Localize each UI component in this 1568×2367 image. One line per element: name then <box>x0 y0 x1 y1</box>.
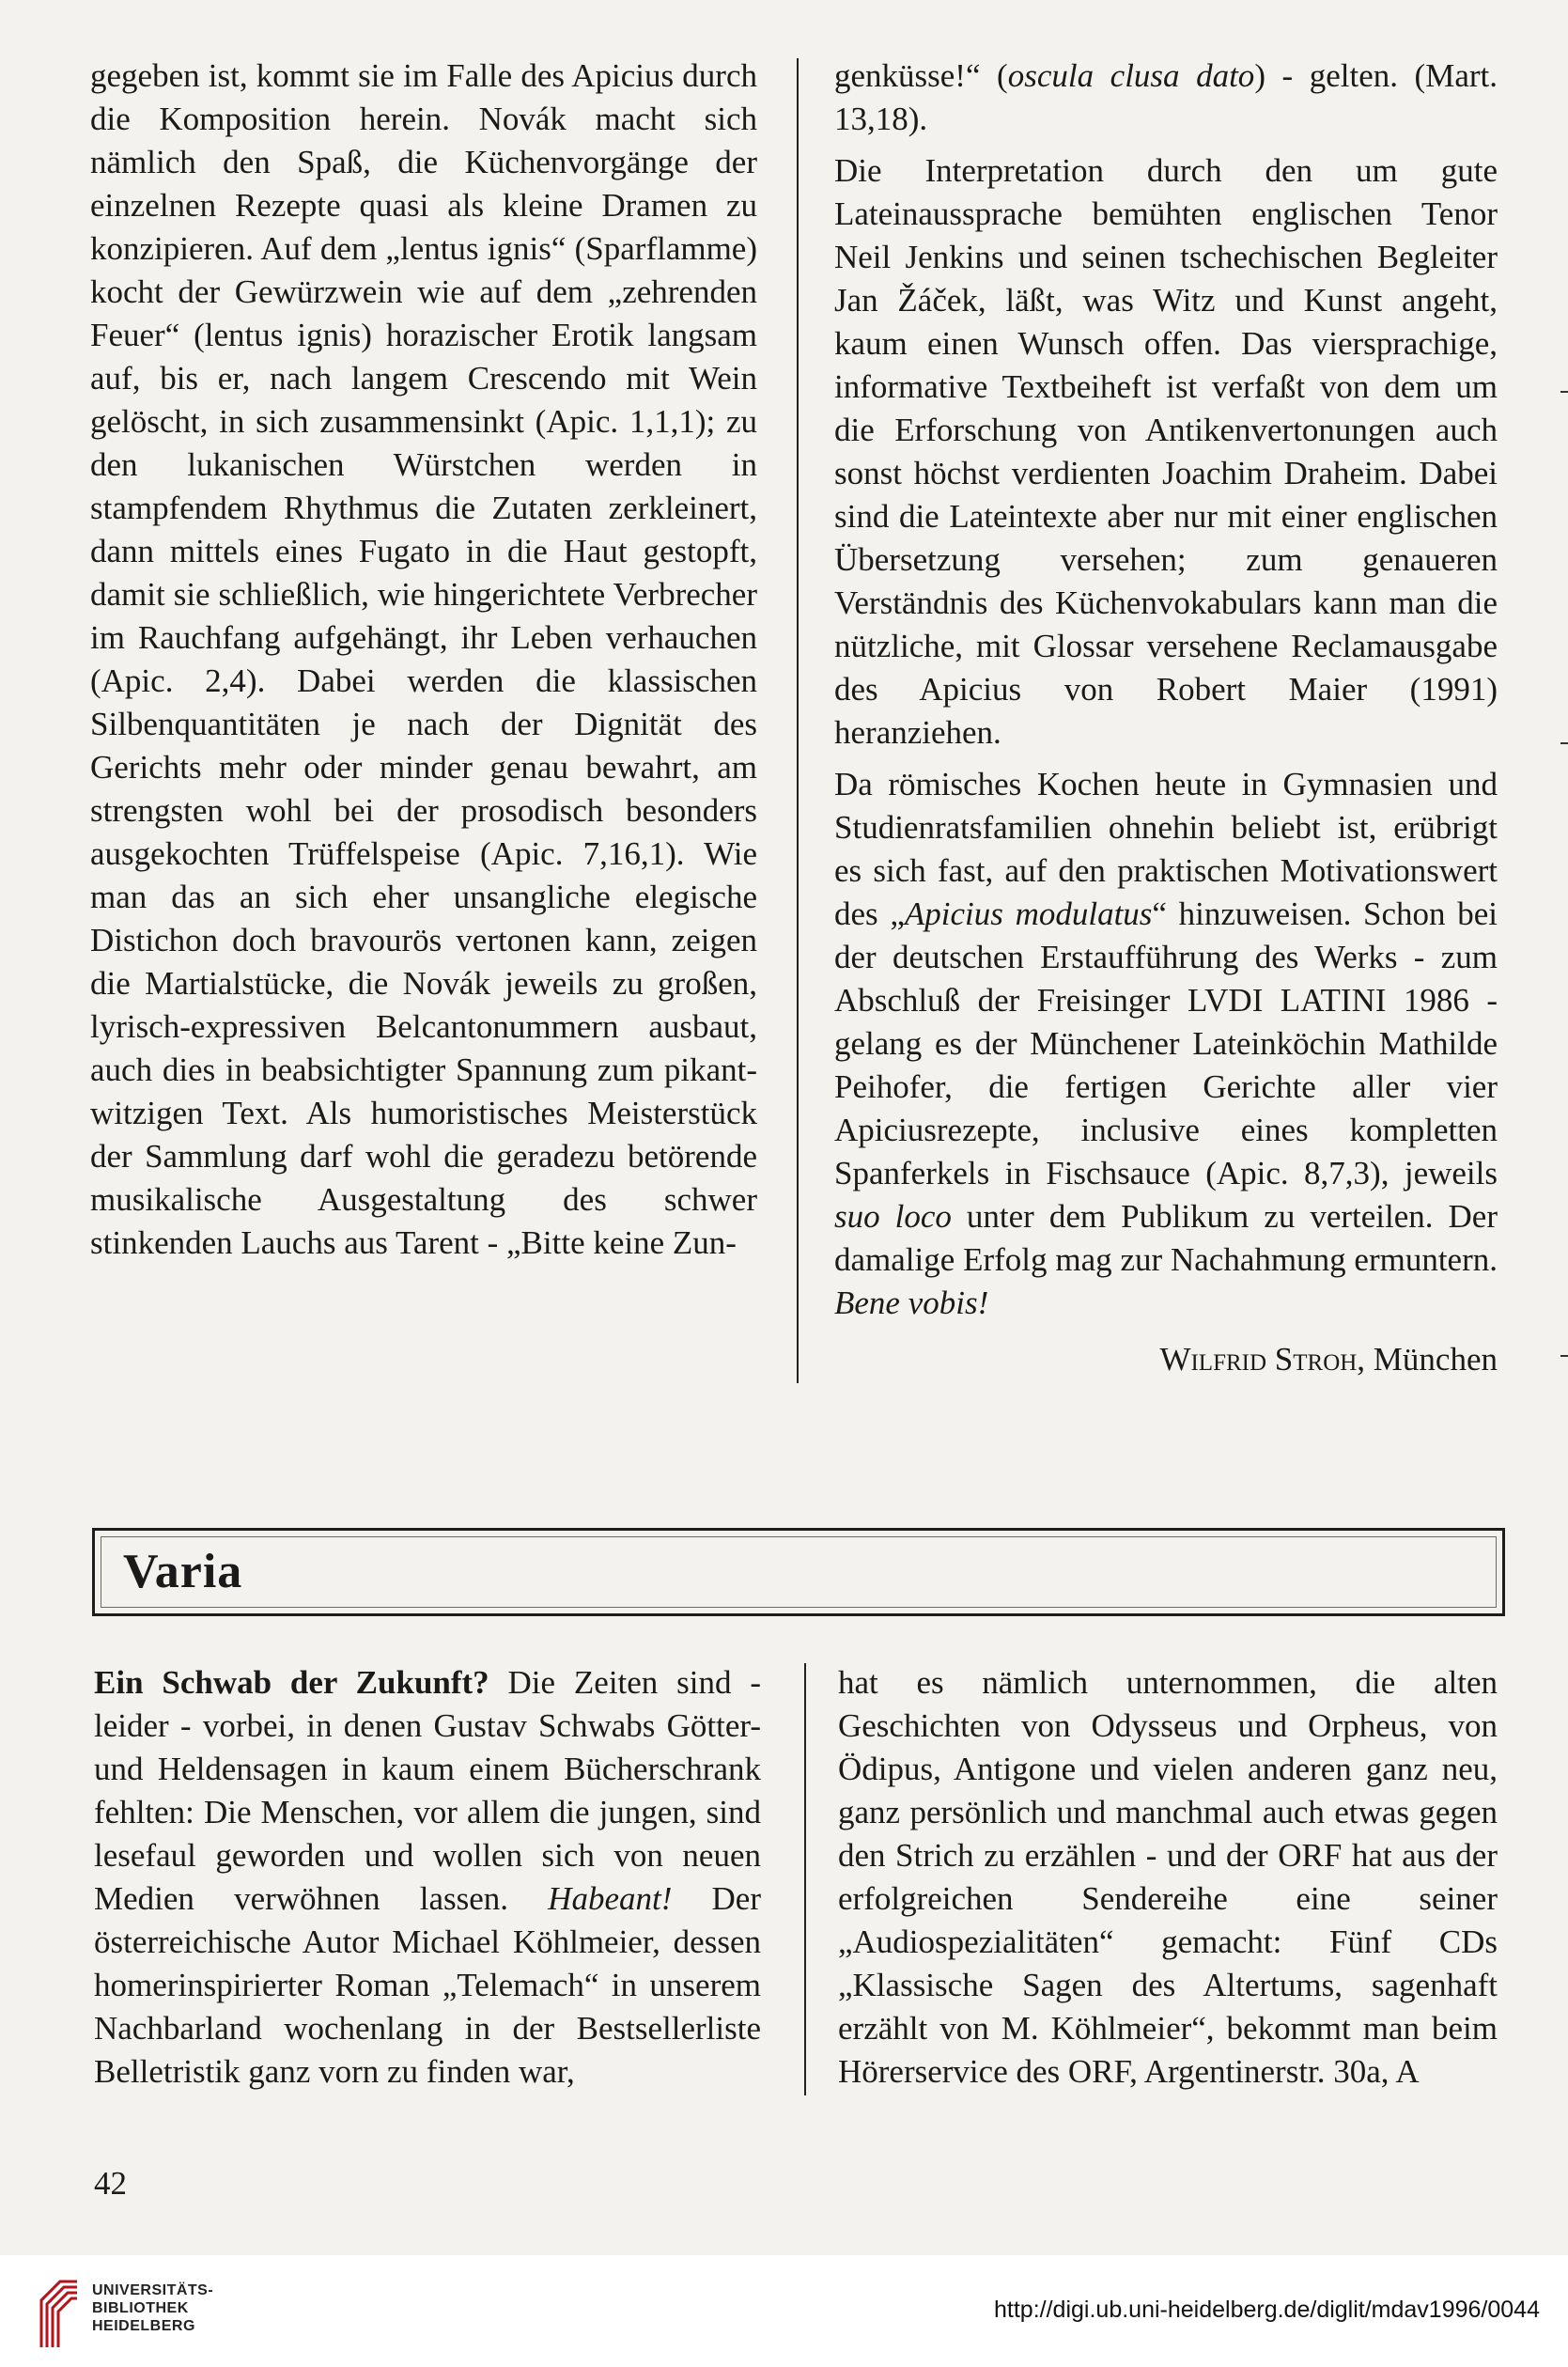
column-divider <box>797 58 799 1383</box>
library-name: UNIVERSITÄTS- BIBLIOTHEK HEIDELBERG <box>92 2282 214 2334</box>
page-number: 42 <box>94 2165 127 2202</box>
article-lead: Ein Schwab der Zukunft? <box>94 1664 489 1701</box>
bottom-left-column <box>94 1661 761 2094</box>
section-heading: Varia <box>123 1545 243 1598</box>
bottom-right-column <box>838 1661 1498 2094</box>
top-left-column <box>90 55 757 1265</box>
paragraph: gegeben ist, kommt sie im Falle des Apicius durch die Komposition herein. Novák macht sich nämlich den Spaß, die Küchenvorgänge der einzelnen Rezepte quasi als kleine Dramen zu konzipieren. Auf dem „lentus ignis“ (Sparflamme) kocht der Gewürzwein wie auf dem „zehrenden Feuer“ (lentus ignis) horazischer Erotik langsam auf, bis er, nach langem Crescendo mit Wein gelöscht, in sich zusammensinkt (Apic. 1,1,1); zu den lukanischen Würstchen werden in stampfendem Rhythmus die Zutaten zerkleinert, dann mittels eines Fugato in die Haut gestopft, damit sie schließlich, wie hingerichtete Verbrecher im Rauchfang aufgehängt, ihr Leben verhauchen (Apic. 2,4). Dabei werden die klassischen Silbenquantitäten je nach der Dignität des Gerichts mehr oder minder genau bewahrt, am strengsten wohl bei der prosodisch besonders ausgekochten Trüffelspeise (Apic. 7,16,1). Wie man das an sich eher unsangliche elegische Distichon doch bravourös vertonen kann, zeigen die Martialstücke, die Novák jeweils zu großen, lyrisch-expressiven Belcantonummern ausbaut, auch dies in beabsichtigter Spannung zum pikant-witzigen Text. Als humoristisches Meisterstück der Sammlung darf wohl die geradezu betörende musikalische Ausgestaltung des schwer stinkenden Lauchs aus Tarent - „Bitte keine Zun- <box>90 57 757 1261</box>
paragraph: Da römisches Kochen heute in Gymnasien und Studienratsfamilien ohnehin beliebt ist, erübrigt es sich fast, auf den praktischen Motivationswert des „Apicius modulatus“ hinzuweisen. Schon bei der deutschen Erstaufführung des Werks - zum Abschluß der Freisinger LVDI LATINI 1986 - gelang es der Münchener Lateinköchin Mathilde Peihofer, die fertigen Gerichte aller vier Apiciusrezepte, inclusive eines kompletten Spanferkels in Fischsauce (Apic. 8,7,3), jeweils suo loco unter dem Publikum zu verteilen. Der damalige Erfolg mag zur Nachahmung ermuntern. Bene vobis! <box>834 766 1498 1321</box>
paragraph: genküsse!“ (oscula clusa dato) - gelten. (Mart. 13,18). <box>834 57 1498 137</box>
source-url-link[interactable]: http://digi.ub.uni-heidelberg.de/diglit/mdav1996/0044 <box>994 2297 1540 2323</box>
section-heading-box <box>92 1528 1505 1616</box>
paragraph: Ein Schwab der Zukunft? Die Zeiten sind - leider - vorbei, in denen Gustav Schwabs Götter- und Heldensagen in kaum einem Bücherschrank fehlten: Die Menschen, vor allem die jungen, sind lesefaul geworden und wollen sich von neuen Medien verwöhnen lassen. Habeant! Der österreichische Autor Michael Köhlmeier, dessen homerinspirierter Roman „Telemach“ in unserem Nachbarland wochenlang in der Bestsellerliste Belletristik ganz vorn zu finden war, <box>94 1664 761 2090</box>
top-right-column <box>834 55 1498 1381</box>
library-logo-icon <box>38 2272 81 2351</box>
footer-bar <box>0 2255 1568 2367</box>
author-signature: Wilfrid Stroh, München <box>1159 1341 1498 1378</box>
edge-mark <box>1560 391 1568 393</box>
edge-mark <box>1560 1355 1568 1357</box>
edge-mark <box>1560 742 1568 744</box>
column-divider <box>804 1663 806 2095</box>
paragraph: hat es nämlich unternommen, die alten Geschichten von Odysseus und Orpheus, von Ödipus, Antigone und vielen anderen ganz neu, ganz persönlich und manchmal auch etwas gegen den Strich zu erzählen - und der ORF hat aus der erfolgreichen Sendereihe eine seiner „Audiospezialitäten“ gemacht: Fünf CDs „Klassische Sagen des Altertums, sagenhaft erzählt von M. Köhlmeier“, bekommt man beim Hörerservice des ORF, Argentinerstr. 30a, A <box>838 1664 1498 2090</box>
paragraph: Die Interpretation durch den um gute Lateinaussprache bemühten englischen Tenor Neil Jenkins und seinen tschechischen Begleiter Jan Žáček, läßt, was Witz und Kunst angeht, kaum einen Wunsch offen. Das viersprachige, informative Textbeiheft ist verfaßt von dem um die Erforschung von Antikenvertonungen auch sonst höchst verdienten Joachim Draheim. Dabei sind die Lateintexte aber nur mit einer englischen Übersetzung versehen; zum genaueren Verständnis des Küchenvokabulars kann man die nützliche, mit Glossar versehene Reclamausgabe des Apicius von Robert Maier (1991) heranziehen. <box>834 152 1498 751</box>
